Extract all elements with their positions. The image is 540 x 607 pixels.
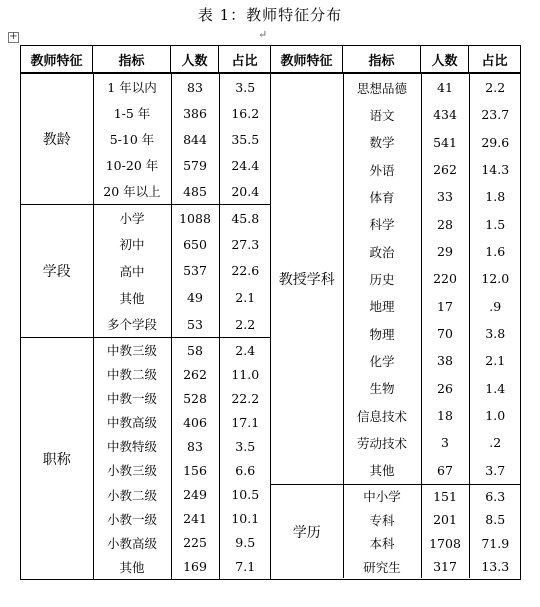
cell-label: 5-10 年 <box>93 126 171 152</box>
cell-ratio: 8.5 <box>469 508 521 532</box>
cell-ratio: 22.6 <box>219 258 271 285</box>
cell-ratio: 23.7 <box>469 101 521 128</box>
header-cell: 教师特征 <box>271 46 343 74</box>
cell-ratio: 2.2 <box>219 311 271 338</box>
cell-count: 262 <box>421 156 469 183</box>
cell-label: 数学 <box>343 129 421 156</box>
cell-count: 83 <box>171 434 219 458</box>
cell-label: 小学 <box>93 205 171 232</box>
table-caption: 表 1：教师特征分布 <box>197 6 343 24</box>
cell-ratio: 11.0 <box>219 362 271 386</box>
table-body-row <box>21 73 521 579</box>
cell-label: 语文 <box>343 101 421 128</box>
cell-ratio: 1.8 <box>469 183 521 210</box>
cell-label: 1-5 年 <box>93 100 171 126</box>
header-cell: 教师特征 <box>21 46 93 74</box>
cell-count: 17 <box>421 293 469 320</box>
cell-ratio: 2.4 <box>219 338 271 362</box>
cell-ratio: 24.4 <box>219 152 271 178</box>
cell-ratio: 3.5 <box>219 434 271 458</box>
cell-count: 3 <box>421 429 469 456</box>
cell-count: 41 <box>421 74 469 101</box>
cell-label: 中教一级 <box>93 386 171 410</box>
cell-label: 研究生 <box>343 555 421 579</box>
cell-ratio: 27.3 <box>219 231 271 258</box>
cell-count: 528 <box>171 386 219 410</box>
group-name: 学段 <box>21 205 93 338</box>
cell-label: 小教二级 <box>93 483 171 507</box>
cell-count: 201 <box>421 508 469 532</box>
cell-count: 53 <box>171 311 219 338</box>
cell-ratio: 45.8 <box>219 205 271 232</box>
cell-ratio: 10.1 <box>219 507 271 531</box>
cell-label: 政治 <box>343 238 421 265</box>
right-half-stack <box>271 74 520 578</box>
cell-count: 49 <box>171 284 219 311</box>
cell-count: 1708 <box>421 531 469 555</box>
cell-count: 67 <box>421 457 469 484</box>
cell-label: 其他 <box>343 457 421 484</box>
cell-ratio: 12.0 <box>469 265 521 292</box>
cell-ratio: 6.6 <box>219 458 271 482</box>
cell-ratio: 9.5 <box>219 531 271 555</box>
cell-count: 58 <box>171 338 219 362</box>
table-row <box>271 484 521 508</box>
cell-count: 262 <box>171 362 219 386</box>
cell-ratio: 13.3 <box>469 555 521 579</box>
cell-ratio: .2 <box>469 429 521 456</box>
cell-ratio: 1.6 <box>469 238 521 265</box>
cell-count: 33 <box>421 183 469 210</box>
cell-count: 29 <box>421 238 469 265</box>
cell-count: 1088 <box>171 205 219 232</box>
cell-ratio: 22.2 <box>219 386 271 410</box>
cell-count: 541 <box>421 129 469 156</box>
cell-label: 专科 <box>343 508 421 532</box>
cell-label: 中教高级 <box>93 410 171 434</box>
cell-ratio: .9 <box>469 293 521 320</box>
cell-label: 多个学段 <box>93 311 171 338</box>
cell-label: 10-20 年 <box>93 152 171 178</box>
cell-count: 151 <box>421 484 469 508</box>
header-cell: 占比 <box>219 46 271 74</box>
group-block <box>271 74 521 484</box>
cell-ratio: 2.1 <box>469 347 521 374</box>
cell-ratio: 35.5 <box>219 126 271 152</box>
cell-ratio: 6.3 <box>469 484 521 508</box>
right-half <box>271 73 521 579</box>
cell-count: 537 <box>171 258 219 285</box>
left-half <box>21 73 271 579</box>
cell-count: 650 <box>171 231 219 258</box>
cell-label: 体育 <box>343 183 421 210</box>
cell-label: 初中 <box>93 231 171 258</box>
cell-label: 其他 <box>93 284 171 311</box>
cell-label: 小教高级 <box>93 531 171 555</box>
cell-label: 高中 <box>93 258 171 285</box>
cell-ratio: 1.4 <box>469 375 521 402</box>
header-cell: 指标 <box>93 46 171 74</box>
table-row <box>21 205 271 232</box>
table-row <box>21 74 271 100</box>
table-move-handle-icon[interactable]: + <box>9 31 18 42</box>
cell-label: 地理 <box>343 293 421 320</box>
table-row <box>21 338 271 362</box>
group-name: 学历 <box>271 484 343 578</box>
cell-label: 中教三级 <box>93 338 171 362</box>
cell-ratio: 3.5 <box>219 74 271 100</box>
cell-ratio: 1.5 <box>469 211 521 238</box>
cell-label: 本科 <box>343 531 421 555</box>
left-half-stack <box>21 74 270 579</box>
cell-count: 83 <box>171 74 219 100</box>
teacher-feature-table <box>20 45 521 580</box>
cell-label: 科学 <box>343 211 421 238</box>
cell-label: 思想品德 <box>343 74 421 101</box>
cell-count: 70 <box>421 320 469 347</box>
cell-ratio: 3.7 <box>469 457 521 484</box>
group-name: 教龄 <box>21 74 93 204</box>
cell-label: 其他 <box>93 555 171 579</box>
cell-count: 844 <box>171 126 219 152</box>
cell-ratio: 2.1 <box>219 284 271 311</box>
cell-ratio: 17.1 <box>219 410 271 434</box>
cell-label: 中教特级 <box>93 434 171 458</box>
header-cell: 指标 <box>343 46 421 74</box>
cell-label: 物理 <box>343 320 421 347</box>
cell-count: 225 <box>171 531 219 555</box>
table-row <box>271 74 521 101</box>
cell-label: 劳动技术 <box>343 429 421 456</box>
cell-label: 生物 <box>343 375 421 402</box>
cell-count: 18 <box>421 402 469 429</box>
cell-count: 406 <box>171 410 219 434</box>
cell-count: 579 <box>171 152 219 178</box>
header-cell: 人数 <box>171 46 219 74</box>
cell-label: 1 年以内 <box>93 74 171 100</box>
header-cell: 人数 <box>421 46 469 74</box>
cell-count: 434 <box>421 101 469 128</box>
cell-label: 小教一级 <box>93 507 171 531</box>
cell-count: 220 <box>421 265 469 292</box>
cell-label: 中教二级 <box>93 362 171 386</box>
cell-label: 信息技术 <box>343 402 421 429</box>
cell-count: 156 <box>171 458 219 482</box>
cell-ratio: 2.2 <box>469 74 521 101</box>
cell-count: 28 <box>421 211 469 238</box>
cell-count: 386 <box>171 100 219 126</box>
cell-ratio: 16.2 <box>219 100 271 126</box>
group-block <box>271 484 521 579</box>
cell-ratio: 71.9 <box>469 531 521 555</box>
cell-label: 20 年以上 <box>93 178 171 204</box>
cell-count: 317 <box>421 555 469 579</box>
cell-count: 241 <box>171 507 219 531</box>
cell-ratio: 1.0 <box>469 402 521 429</box>
cell-label: 化学 <box>343 347 421 374</box>
group-block <box>21 337 271 578</box>
cell-ratio: 7.1 <box>219 555 271 579</box>
group-name: 教授学科 <box>271 74 343 484</box>
cell-count: 38 <box>421 347 469 374</box>
cell-count: 169 <box>171 555 219 579</box>
header-cell: 占比 <box>469 46 521 74</box>
cell-ratio: 3.8 <box>469 320 521 347</box>
cell-ratio: 14.3 <box>469 156 521 183</box>
table-header-row <box>21 46 521 74</box>
group-block <box>21 204 271 337</box>
cell-count: 485 <box>171 178 219 204</box>
cell-label: 历史 <box>343 265 421 292</box>
cell-label: 小教三级 <box>93 458 171 482</box>
cell-label: 外语 <box>343 156 421 183</box>
cell-label: 中小学 <box>343 484 421 508</box>
cell-ratio: 10.5 <box>219 483 271 507</box>
cell-ratio: 29.6 <box>469 129 521 156</box>
cell-ratio: 20.4 <box>219 178 271 204</box>
cell-count: 26 <box>421 375 469 402</box>
cell-count: 249 <box>171 483 219 507</box>
group-block <box>21 74 271 204</box>
group-name: 职称 <box>21 338 93 579</box>
paragraph-mark-icon: ↵ <box>258 28 268 41</box>
